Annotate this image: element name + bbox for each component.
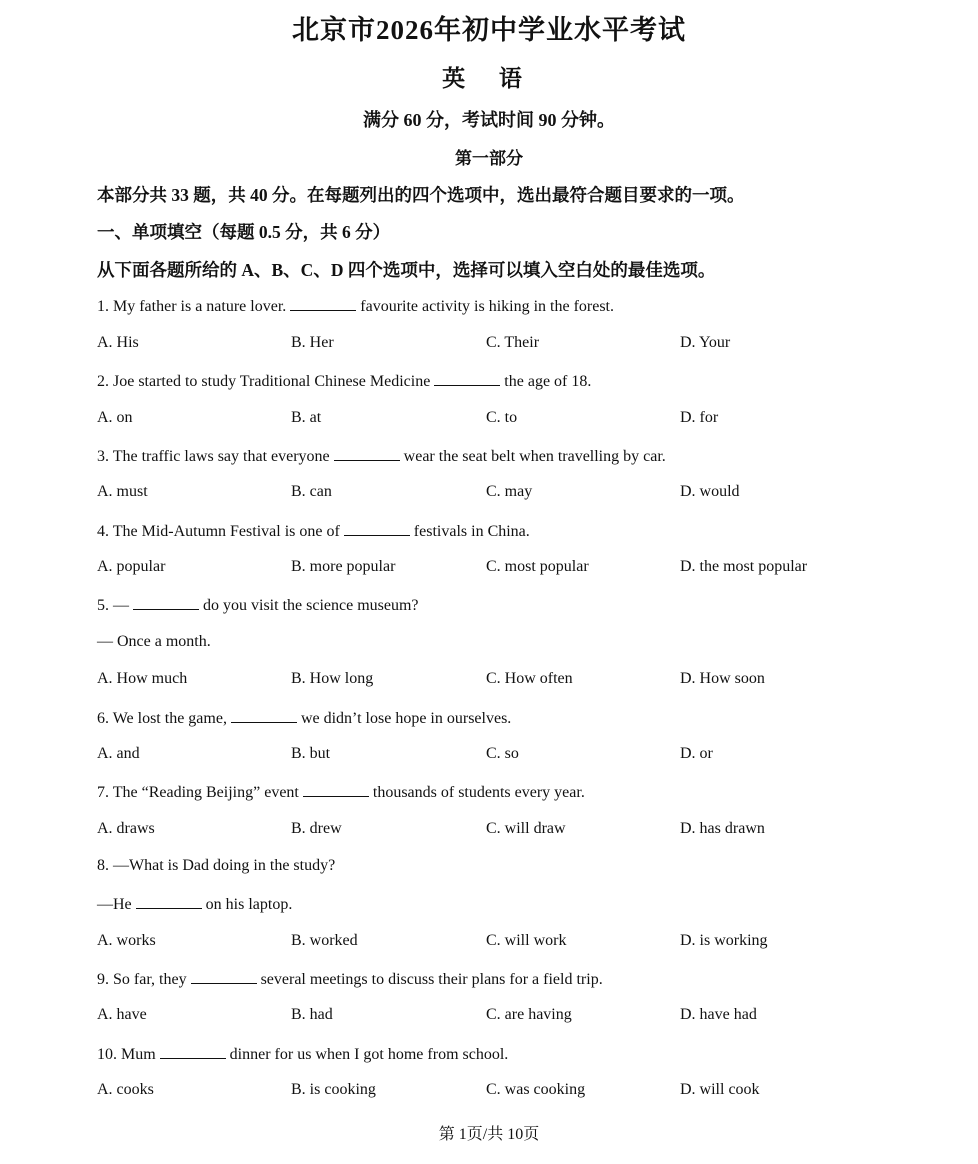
option-c[interactable]: C. so — [486, 745, 519, 762]
option-b[interactable]: B. at — [291, 409, 322, 426]
answer-blank — [231, 708, 297, 723]
option-c[interactable]: C. may — [486, 483, 533, 500]
option-d[interactable]: D. Your — [680, 334, 731, 351]
question-8-reply — [97, 894, 292, 914]
option-b[interactable]: B. had — [291, 1006, 333, 1023]
option-d[interactable]: D. will cook — [680, 1081, 760, 1098]
option-a[interactable]: A. works — [97, 932, 156, 949]
answer-blank — [344, 521, 410, 536]
question-text-post: dinner for us when I got home from school. — [229, 1046, 509, 1063]
option-b[interactable]: B. Her — [291, 334, 334, 351]
question-9 — [97, 969, 603, 989]
answer-blank — [290, 296, 356, 311]
option-b[interactable]: B. How long — [291, 670, 374, 687]
option-c[interactable]: C. most popular — [486, 558, 589, 575]
option-d[interactable]: D. has drawn — [680, 820, 765, 837]
option-b[interactable]: B. but — [291, 745, 331, 762]
option-c[interactable]: C. Their — [486, 334, 540, 351]
question-text-pre: 6. We lost the game, — [97, 710, 227, 727]
answer-blank — [133, 595, 199, 610]
option-a[interactable]: A. cooks — [97, 1081, 154, 1098]
option-d[interactable]: D. the most popular — [680, 558, 808, 575]
page-number: 第 1页/共 10页 — [438, 1126, 540, 1143]
question-8: 8. —What is Dad doing in the study? — [97, 857, 336, 874]
option-c[interactable]: C. will draw — [486, 820, 566, 837]
option-d[interactable]: D. is working — [680, 932, 768, 949]
option-a[interactable]: A. have — [97, 1006, 147, 1023]
question-text-post: wear the seat belt when travelling by car. — [403, 448, 666, 465]
question-text-post: festivals in China. — [413, 523, 530, 540]
question-text-pre: —He — [97, 896, 132, 913]
question-text-pre: 1. My father is a nature lover. — [97, 298, 287, 315]
question-text-pre: 10. Mum — [97, 1046, 156, 1063]
option-d[interactable]: D. How soon — [680, 670, 765, 687]
answer-blank — [160, 1044, 226, 1059]
option-a[interactable]: A. on — [97, 409, 133, 426]
option-a[interactable]: A. draws — [97, 820, 155, 837]
option-c[interactable]: C. How often — [486, 670, 573, 687]
question-text-pre: 5. — — [97, 597, 129, 614]
answer-blank — [136, 894, 202, 909]
question-text-post: on his laptop. — [205, 896, 293, 913]
question-1 — [97, 296, 614, 316]
option-d[interactable]: D. have had — [680, 1006, 757, 1023]
question-text-pre: 7. The “Reading Beijing” event — [97, 784, 299, 801]
subject-title: 英 语 — [442, 66, 536, 91]
question-text-post: several meetings to discuss their plans for a field trip. — [260, 971, 603, 988]
question-5-reply: — Once a month. — [97, 633, 211, 650]
answer-blank — [434, 371, 500, 386]
option-a[interactable]: A. must — [97, 483, 148, 500]
question-4 — [97, 521, 530, 541]
answer-blank — [334, 446, 400, 461]
answer-blank — [303, 782, 369, 797]
exam-title: 北京市2026年初中学业水平考试 — [292, 15, 686, 45]
question-text-pre: 4. The Mid-Autumn Festival is one of — [97, 523, 340, 540]
question-3 — [97, 446, 666, 466]
question-text-pre: 2. Joe started to study Traditional Chinese Medicine — [97, 373, 431, 390]
option-a[interactable]: A. and — [97, 745, 140, 762]
option-a[interactable]: A. popular — [97, 558, 166, 575]
option-d[interactable]: D. or — [680, 745, 713, 762]
question-text-post: thousands of students every year. — [372, 784, 585, 801]
question-text-post: do you visit the science museum? — [203, 597, 419, 614]
question-text-post: favourite activity is hiking in the forest. — [360, 298, 614, 315]
option-c[interactable]: C. to — [486, 409, 518, 426]
question-10 — [97, 1044, 508, 1064]
option-b[interactable]: B. more popular — [291, 558, 396, 575]
option-b[interactable]: B. can — [291, 483, 332, 500]
question-2 — [97, 371, 591, 391]
question-7 — [97, 782, 585, 802]
question-text-post: we didn’t lose hope in ourselves. — [300, 710, 512, 727]
question-text-post: the age of 18. — [504, 373, 592, 390]
option-c[interactable]: C. will work — [486, 932, 567, 949]
option-b[interactable]: B. drew — [291, 820, 342, 837]
option-a[interactable]: A. How much — [97, 670, 188, 687]
question-text-pre: 9. So far, they — [97, 971, 187, 988]
question-6 — [97, 708, 511, 728]
option-a[interactable]: A. His — [97, 334, 139, 351]
exam-info: 满分 60 分，考试时间 90 分钟。 — [363, 110, 615, 130]
part-intro: 本部分共 33 题，共 40 分。在每题列出的四个选项中，选出最符合题目要求的一项。 — [97, 185, 745, 205]
option-c[interactable]: C. was cooking — [486, 1081, 586, 1098]
section-title: 一、单项填空（每题 0.5 分，共 6 分） — [97, 222, 391, 242]
part-title: 第一部分 — [455, 149, 523, 168]
question-text-pre: 3. The traffic laws say that everyone — [97, 448, 330, 465]
answer-blank — [191, 969, 257, 984]
option-d[interactable]: D. would — [680, 483, 740, 500]
option-c[interactable]: C. are having — [486, 1006, 572, 1023]
section-intro: 从下面各题所给的 A、B、C、D 四个选项中，选择可以填入空白处的最佳选项。 — [97, 260, 716, 280]
option-d[interactable]: D. for — [680, 409, 719, 426]
option-b[interactable]: B. worked — [291, 932, 358, 949]
question-5 — [97, 595, 419, 615]
option-b[interactable]: B. is cooking — [291, 1081, 376, 1098]
